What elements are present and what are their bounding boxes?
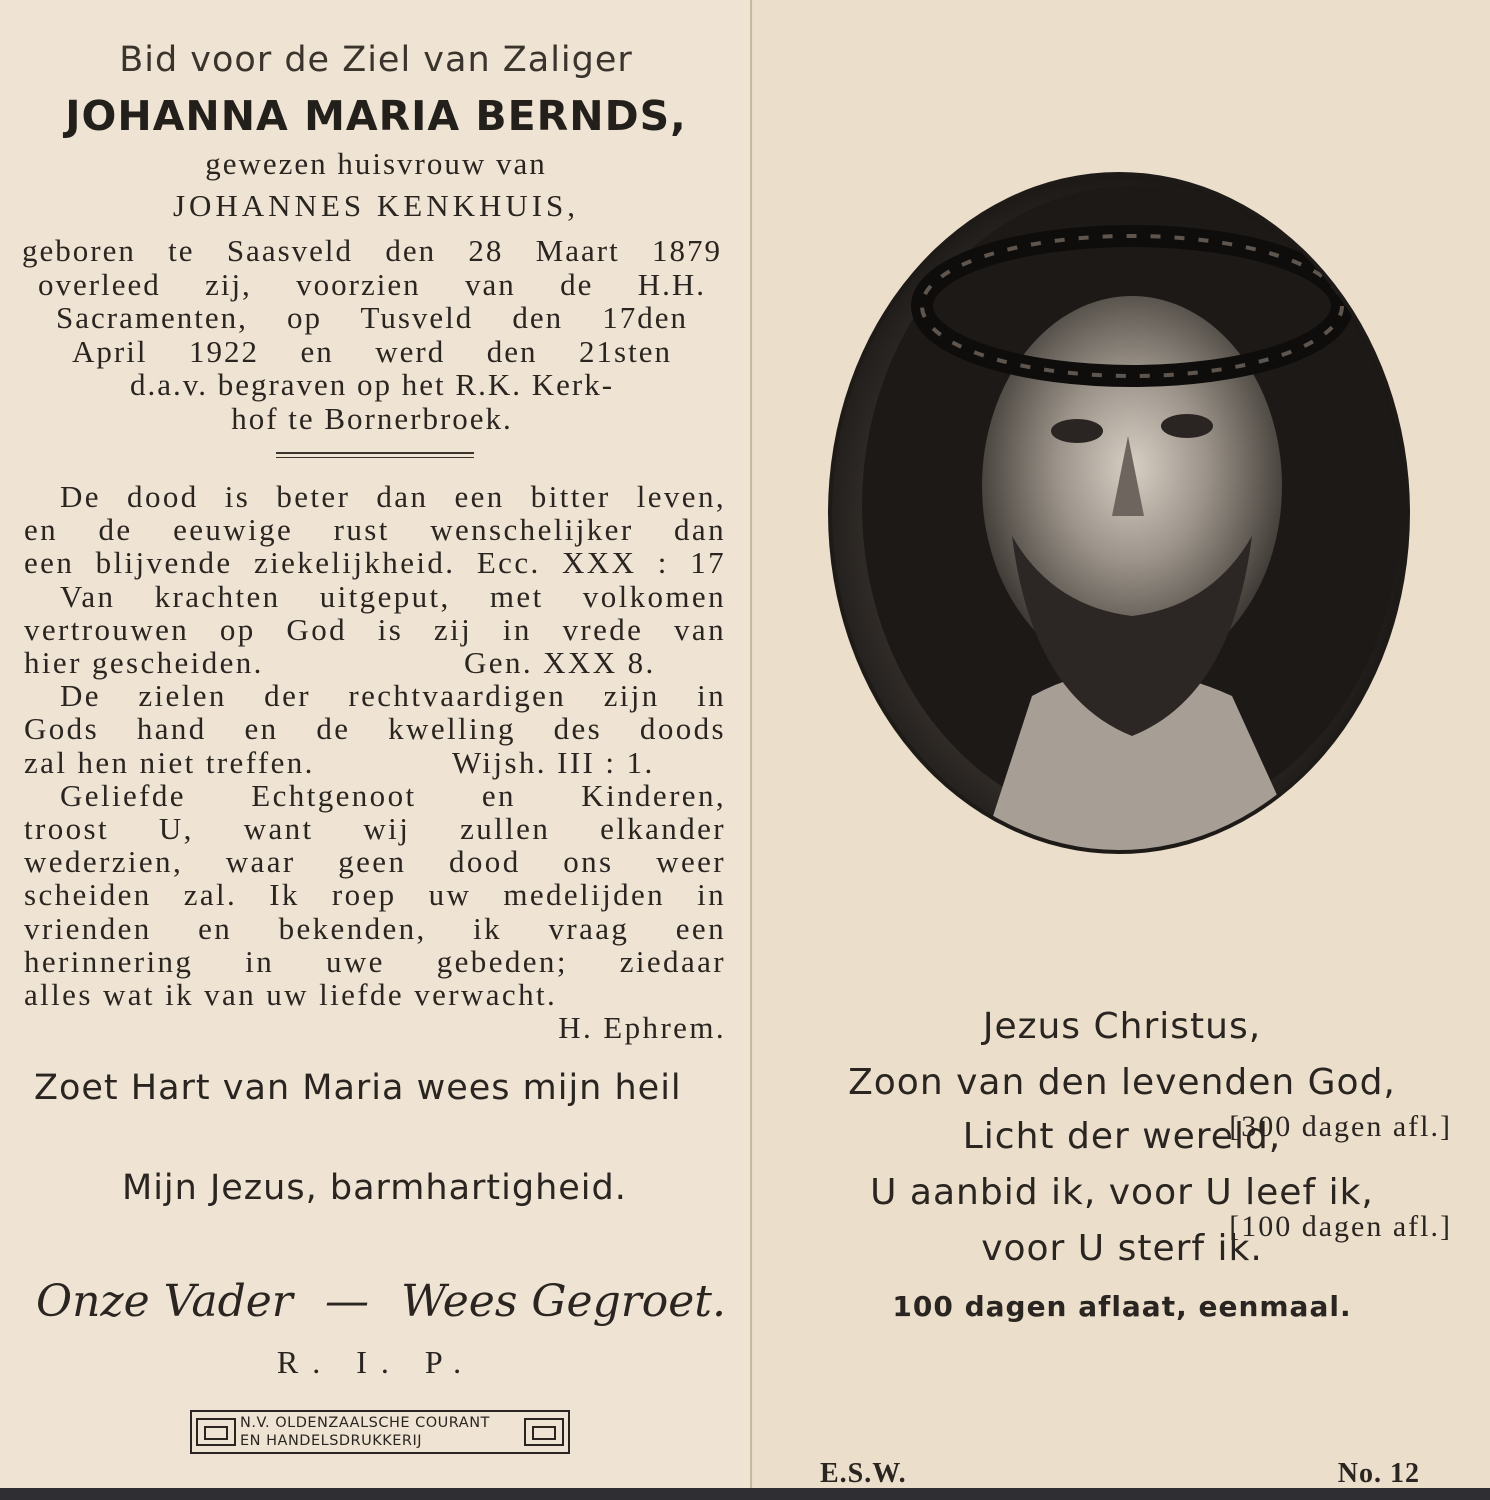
greek-key-right-icon bbox=[524, 1418, 564, 1446]
indulgence-note-1: [300 dagen afl.] bbox=[1229, 1110, 1452, 1143]
printer-line: N.V. OLDENZAALSCHE COURANT bbox=[240, 1415, 490, 1431]
verse-line: vertrouwen op God is zij in vrede van bbox=[24, 611, 726, 647]
verse-line-with-ref bbox=[24, 646, 726, 679]
bio-line: Sacramenten, op Tusveld den 17den bbox=[56, 300, 688, 335]
bio-line: April 1922 en werd den 21sten bbox=[72, 333, 672, 369]
spouse-name: JOHANNES KENKHUIS, bbox=[172, 188, 580, 223]
closing-prayers bbox=[36, 1276, 726, 1327]
verse-line: alles wat ik van uw liefde verwacht. bbox=[24, 977, 558, 1013]
verse-line: De zielen der rechtvaardigen zijn in bbox=[60, 678, 726, 714]
bio-line: overleed zij, voorzien van de H.H. bbox=[38, 266, 706, 302]
verse-line: wederzien, waar geen dood ons weer bbox=[24, 844, 726, 880]
verse-line: hier gescheiden. bbox=[24, 645, 264, 681]
bio-line: hof te Bornerbroek. bbox=[231, 400, 513, 436]
ecce-homo-portrait-icon bbox=[828, 172, 1410, 854]
bio-line: geboren te Saasveld den 28 Maart 1879 bbox=[22, 233, 722, 268]
publisher-code: E.S.W. bbox=[820, 1458, 907, 1489]
printer-line: EN HANDELSDRUKKERIJ bbox=[240, 1433, 423, 1449]
devotion-line: Licht der wereld, bbox=[962, 1116, 1282, 1157]
prayer-heading: Bid voor de Ziel van Zaliger bbox=[119, 40, 633, 80]
hail-mary: Wees Gegroet. bbox=[401, 1276, 726, 1327]
verse-line: Geliefde Echtgenoot en Kinderen, bbox=[60, 777, 726, 813]
verse-line: Gods hand en de kwelling des doods bbox=[24, 711, 726, 747]
printer-mark bbox=[190, 1410, 570, 1454]
devotion-line: voor U sterf ik. bbox=[981, 1228, 1263, 1269]
verse-line: herinnering in uwe gebeden; ziedaar bbox=[24, 943, 726, 979]
verse-line: Van krachten uitgeput, met volkomen bbox=[60, 578, 726, 614]
scripture-verses bbox=[24, 480, 726, 1044]
verse-reference: Wijsh. III : 1. bbox=[452, 744, 655, 780]
indulgence-note-2: [100 dagen afl.] bbox=[1229, 1210, 1452, 1243]
ejaculation-prayer-1: Zoet Hart van Maria wees mijn heil bbox=[34, 1068, 682, 1108]
verse-line: een blijvende ziekelijkheid. Ecc. XXX : 17 bbox=[24, 545, 726, 581]
verse-line: De dood is beter dan een bitter leven, bbox=[60, 479, 726, 514]
verse-line: zal hen niet treffen. bbox=[24, 744, 315, 780]
devotion-line: U aanbid ik, voor U leef ik, bbox=[870, 1172, 1374, 1213]
dash: — bbox=[324, 1276, 369, 1327]
ejaculation-prayer-2: Mijn Jezus, barmhartigheid. bbox=[122, 1168, 627, 1208]
biography bbox=[22, 234, 722, 435]
greek-key-left-icon bbox=[196, 1418, 236, 1446]
our-father: Onze Vader bbox=[36, 1276, 293, 1327]
deceased-name: JOHANNA MARIA BERNDS, bbox=[65, 92, 687, 140]
devotion-line: Jezus Christus, bbox=[982, 1006, 1262, 1047]
verse-line: en de eeuwige rust wenschelijker dan bbox=[24, 512, 726, 548]
verse-line: vrienden en bekenden, ik vraag een bbox=[24, 910, 726, 946]
spouse-intro: gewezen huisvrouw van bbox=[205, 146, 547, 181]
verse-line: troost U, want wij zullen elkander bbox=[24, 811, 726, 847]
verse-line-with-ref bbox=[24, 746, 726, 779]
verse-reference: Gen. XXX 8. bbox=[464, 645, 656, 681]
bio-line: d.a.v. begraven op het R.K. Kerk- bbox=[129, 367, 615, 402]
scan-edge bbox=[0, 1488, 1490, 1500]
card-number: No. 12 bbox=[1337, 1458, 1420, 1489]
verse-attribution: H. Ephrem. bbox=[558, 1010, 726, 1046]
rip: R. I. P. bbox=[276, 1344, 476, 1380]
devotion-line: Zoon van den levenden God, bbox=[848, 1062, 1396, 1103]
verse-line: scheiden zal. Ik roep uw medelijden in bbox=[24, 877, 726, 913]
divider-rule bbox=[276, 452, 474, 458]
indulgence-note: 100 dagen aflaat, eenmaal. bbox=[892, 1290, 1352, 1323]
printer-name bbox=[240, 1414, 520, 1450]
